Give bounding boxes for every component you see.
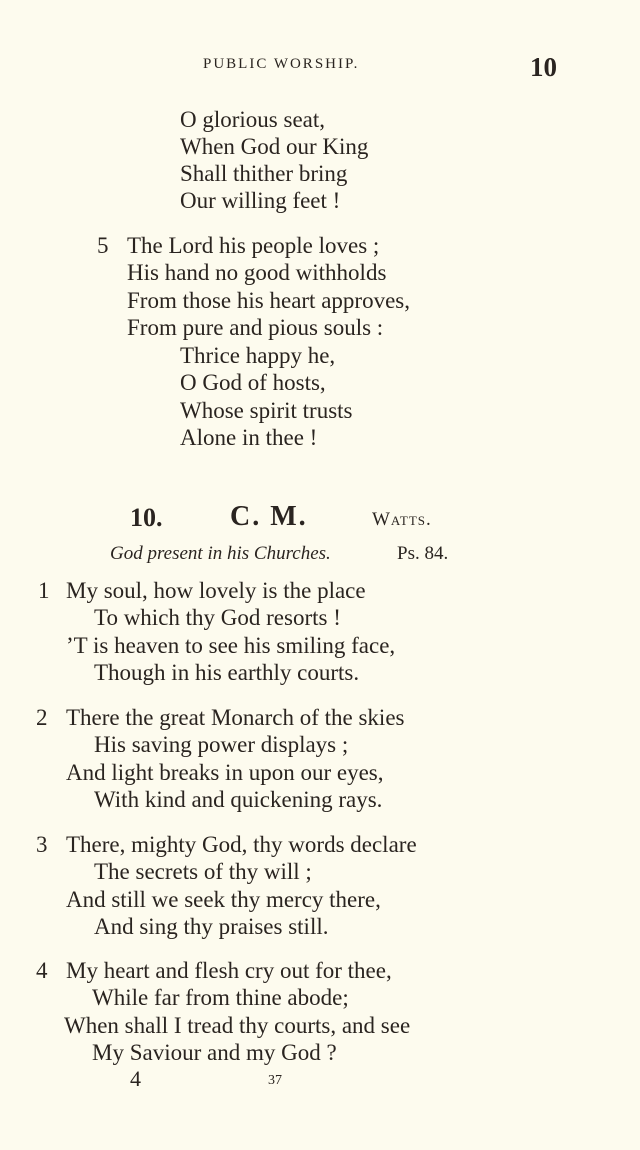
verse-number: 5 <box>97 233 109 258</box>
verse-line: The Lord his people loves ; <box>127 233 380 258</box>
stanza-number: 1 <box>38 578 50 603</box>
hymn-number: 10. <box>130 503 163 532</box>
signature-mark: 4 <box>130 1066 141 1091</box>
stanza-line: Though in his earthly courts. <box>94 660 360 685</box>
stanza-line: And sing thy praises still. <box>94 914 329 939</box>
stanza-line: There, mighty God, thy words declare <box>66 832 417 857</box>
hymn-subtitle: God present in his Churches. <box>110 543 331 564</box>
verse-line: O glorious seat, <box>180 107 326 132</box>
page-number: 37 <box>268 1073 282 1088</box>
verse-line: His hand no good withholds <box>127 260 387 285</box>
stanza-number: 3 <box>36 832 48 857</box>
stanza-line: While far from thine abode; <box>92 985 349 1010</box>
stanza-line: The secrets of thy will ; <box>94 859 312 884</box>
verse-line: O God of hosts, <box>180 370 326 395</box>
stanza-line: ’T is heaven to see his smiling face, <box>66 633 396 658</box>
stanza-line: My soul, how lovely is the place <box>66 578 366 603</box>
page-hymn-number: 10 <box>530 52 557 82</box>
verse-line: Whose spirit trusts <box>180 398 353 423</box>
stanza-line: When shall I tread thy courts, and see <box>64 1013 411 1038</box>
stanza-line: To which thy God resorts ! <box>94 605 341 630</box>
stanza-line: His saving power displays ; <box>94 732 349 757</box>
stanza-line: My heart and flesh cry out for thee, <box>66 958 392 983</box>
hymn-meter: C. M. <box>230 501 308 532</box>
verse-line: Our willing feet ! <box>180 188 341 213</box>
stanza-line: With kind and quickening rays. <box>94 787 383 812</box>
stanza-line: There the great Monarch of the skies <box>66 705 405 730</box>
stanza-line: And still we seek thy mercy there, <box>66 887 381 912</box>
verse-line: From pure and pious souls : <box>127 315 384 340</box>
stanza-line: And light breaks in upon our eyes, <box>66 760 384 785</box>
hymn-author: Watts. <box>372 509 432 530</box>
psalm-reference: Ps. 84. <box>397 543 449 564</box>
verse-line: Thrice happy he, <box>180 343 336 368</box>
verse-line: Alone in thee ! <box>180 425 318 450</box>
stanza-line: My Saviour and my God ? <box>92 1040 337 1065</box>
verse-line: From those his heart approves, <box>127 288 410 313</box>
verse-line: Shall thither bring <box>180 161 348 186</box>
stanza-number: 2 <box>36 705 48 730</box>
running-title: PUBLIC WORSHIP. <box>203 56 360 72</box>
verse-line: When God our King <box>180 134 369 159</box>
stanza-number: 4 <box>36 958 48 983</box>
